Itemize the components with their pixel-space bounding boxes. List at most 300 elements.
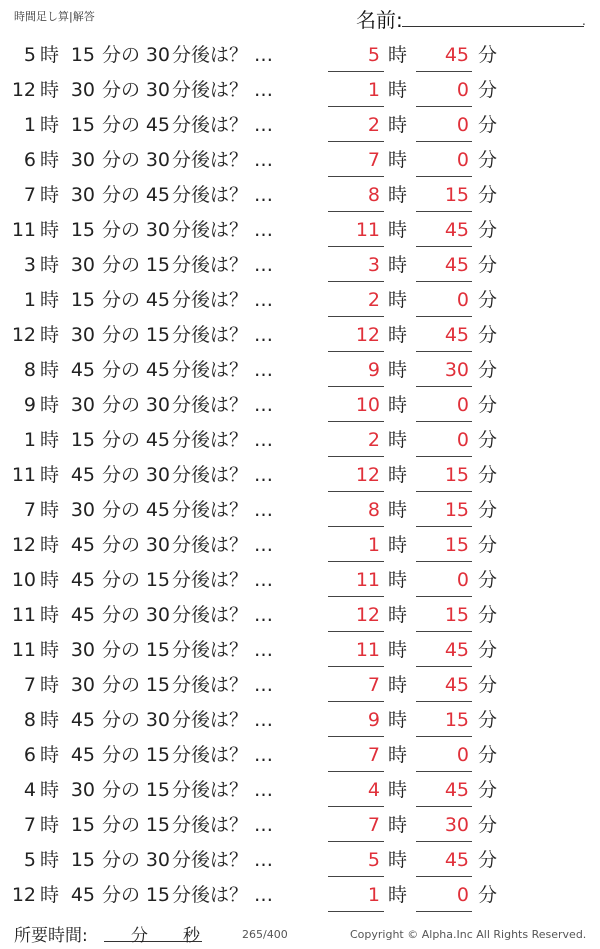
answer-hour-blank[interactable] <box>328 386 384 387</box>
after-label: 分後は？ … <box>172 289 274 311</box>
answer-minute: 0 <box>456 569 469 591</box>
start-hour: 6 <box>23 149 36 171</box>
start-minute: 30 <box>70 499 95 521</box>
answer-minute: 45 <box>444 674 469 696</box>
add-minutes: 15 <box>145 639 170 661</box>
answer-hour-label: 時 <box>388 884 408 906</box>
answer-minute-label: 分 <box>478 429 498 451</box>
min-no-label: 分の <box>102 324 141 346</box>
start-minute: 45 <box>70 604 95 626</box>
add-minutes: 30 <box>145 394 170 416</box>
min-no-label: 分の <box>102 814 141 836</box>
start-minute: 15 <box>70 849 95 871</box>
start-minute: 45 <box>70 464 95 486</box>
answer-minute-blank[interactable] <box>416 666 472 667</box>
after-label: 分後は？ … <box>172 534 274 556</box>
answer-minute: 15 <box>444 499 469 521</box>
answer-minute: 45 <box>444 639 469 661</box>
start-hour: 7 <box>23 674 36 696</box>
answer-hour: 12 <box>355 604 380 626</box>
after-label: 分後は？ … <box>172 324 274 346</box>
hour-label: 時 <box>40 604 60 626</box>
answer-hour-blank[interactable] <box>328 316 384 317</box>
answer-hour: 5 <box>367 44 380 66</box>
hour-label: 時 <box>40 184 60 206</box>
after-label: 分後は？ … <box>172 114 274 136</box>
answer-minute-label: 分 <box>478 534 498 556</box>
problem-row <box>0 668 600 703</box>
add-minutes: 30 <box>145 709 170 731</box>
problem-row <box>0 703 600 738</box>
answer-minute-blank[interactable] <box>416 351 472 352</box>
add-minutes: 15 <box>145 744 170 766</box>
hour-label: 時 <box>40 849 60 871</box>
min-no-label: 分の <box>102 79 141 101</box>
hour-label: 時 <box>40 359 60 381</box>
problem-row <box>0 38 600 73</box>
problem-row <box>0 808 600 843</box>
answer-hour-blank[interactable] <box>328 771 384 772</box>
answer-minute-blank[interactable] <box>416 596 472 597</box>
hour-label: 時 <box>40 709 60 731</box>
answer-minute-blank[interactable] <box>416 211 472 212</box>
start-hour: 11 <box>11 219 36 241</box>
answer-minute-label: 分 <box>478 849 498 871</box>
add-minutes: 30 <box>145 604 170 626</box>
add-minutes: 15 <box>145 674 170 696</box>
min-no-label: 分の <box>102 674 141 696</box>
answer-hour-label: 時 <box>388 849 408 871</box>
min-no-label: 分の <box>102 569 141 591</box>
answer-minute-label: 分 <box>478 149 498 171</box>
after-label: 分後は？ … <box>172 394 274 416</box>
problem-row <box>0 283 600 318</box>
answer-minute-blank[interactable] <box>416 106 472 107</box>
start-hour: 12 <box>11 534 36 556</box>
time-minutes-label: 分 <box>131 926 148 946</box>
answer-minute-label: 分 <box>478 289 498 311</box>
answer-hour: 11 <box>355 639 380 661</box>
answer-minute: 0 <box>456 289 469 311</box>
answer-hour-blank[interactable] <box>328 106 384 107</box>
answer-hour-blank[interactable] <box>328 281 384 282</box>
answer-hour-blank[interactable] <box>328 631 384 632</box>
answer-minute-blank[interactable] <box>416 421 472 422</box>
answer-minute: 0 <box>456 394 469 416</box>
hour-label: 時 <box>40 324 60 346</box>
answer-minute: 45 <box>444 254 469 276</box>
answer-hour-blank[interactable] <box>328 561 384 562</box>
answer-hour-blank[interactable] <box>328 141 384 142</box>
hour-label: 時 <box>40 814 60 836</box>
start-hour: 6 <box>23 744 36 766</box>
hour-label: 時 <box>40 114 60 136</box>
answer-hour-label: 時 <box>388 219 408 241</box>
answer-hour: 7 <box>367 814 380 836</box>
start-hour: 10 <box>11 569 36 591</box>
add-minutes: 30 <box>145 534 170 556</box>
after-label: 分後は？ … <box>172 604 274 626</box>
start-hour: 8 <box>23 359 36 381</box>
start-minute: 30 <box>70 639 95 661</box>
problem-row <box>0 598 600 633</box>
answer-hour-blank[interactable] <box>328 71 384 72</box>
answer-minute-label: 分 <box>478 79 498 101</box>
answer-hour-blank[interactable] <box>328 211 384 212</box>
start-hour: 4 <box>23 779 36 801</box>
min-no-label: 分の <box>102 254 141 276</box>
problem-row <box>0 213 600 248</box>
answer-hour-blank[interactable] <box>328 841 384 842</box>
after-label: 分後は？ … <box>172 779 274 801</box>
after-label: 分後は？ … <box>172 639 274 661</box>
problem-row <box>0 353 600 388</box>
answer-hour-label: 時 <box>388 604 408 626</box>
answer-hour-label: 時 <box>388 464 408 486</box>
answer-hour-blank[interactable] <box>328 421 384 422</box>
start-hour: 9 <box>23 394 36 416</box>
start-hour: 11 <box>11 464 36 486</box>
name-label: 名前: <box>356 8 403 32</box>
problem-row <box>0 143 600 178</box>
answer-hour-blank[interactable] <box>328 491 384 492</box>
answer-minute-blank[interactable] <box>416 491 472 492</box>
after-label: 分後は？ … <box>172 464 274 486</box>
min-no-label: 分の <box>102 639 141 661</box>
after-label: 分後は？ … <box>172 184 274 206</box>
answer-minute: 15 <box>444 709 469 731</box>
answer-minute: 15 <box>444 604 469 626</box>
answer-minute: 15 <box>444 534 469 556</box>
answer-hour: 9 <box>367 709 380 731</box>
start-minute: 15 <box>70 219 95 241</box>
answer-hour-blank[interactable] <box>328 911 384 912</box>
start-minute: 45 <box>70 534 95 556</box>
add-minutes: 15 <box>145 569 170 591</box>
min-no-label: 分の <box>102 289 141 311</box>
add-minutes: 15 <box>145 884 170 906</box>
start-hour: 12 <box>11 79 36 101</box>
answer-hour-blank[interactable] <box>328 351 384 352</box>
problem-row <box>0 878 600 913</box>
answer-minute: 0 <box>456 744 469 766</box>
answer-minute-blank[interactable] <box>416 876 472 877</box>
answer-hour: 10 <box>355 394 380 416</box>
answer-minute: 45 <box>444 849 469 871</box>
problem-row <box>0 528 600 563</box>
answer-minute-blank[interactable] <box>416 526 472 527</box>
answer-minute-blank[interactable] <box>416 281 472 282</box>
start-hour: 7 <box>23 184 36 206</box>
answer-hour-blank[interactable] <box>328 246 384 247</box>
answer-hour-label: 時 <box>388 149 408 171</box>
start-minute: 45 <box>70 884 95 906</box>
after-label: 分後は？ … <box>172 674 274 696</box>
answer-minute-label: 分 <box>478 114 498 136</box>
add-minutes: 45 <box>145 359 170 381</box>
answer-minute-label: 分 <box>478 219 498 241</box>
answer-hour-label: 時 <box>388 114 408 136</box>
answer-minute: 30 <box>444 359 469 381</box>
answer-hour: 9 <box>367 359 380 381</box>
problem-row <box>0 248 600 283</box>
answer-minute-blank[interactable] <box>416 246 472 247</box>
start-minute: 15 <box>70 814 95 836</box>
min-no-label: 分の <box>102 849 141 871</box>
name-end-dot: . <box>582 14 586 28</box>
hour-label: 時 <box>40 779 60 801</box>
min-no-label: 分の <box>102 219 141 241</box>
answer-hour-blank[interactable] <box>328 666 384 667</box>
answer-hour-blank[interactable] <box>328 456 384 457</box>
add-minutes: 30 <box>145 149 170 171</box>
answer-hour: 1 <box>367 79 380 101</box>
min-no-label: 分の <box>102 184 141 206</box>
hour-label: 時 <box>40 744 60 766</box>
min-no-label: 分の <box>102 604 141 626</box>
answer-hour-label: 時 <box>388 639 408 661</box>
add-minutes: 30 <box>145 464 170 486</box>
answer-hour-blank[interactable] <box>328 701 384 702</box>
answer-minute-blank[interactable] <box>416 841 472 842</box>
answer-minute-label: 分 <box>478 254 498 276</box>
add-minutes: 45 <box>145 499 170 521</box>
answer-minute-blank[interactable] <box>416 456 472 457</box>
start-hour: 7 <box>23 499 36 521</box>
add-minutes: 30 <box>145 849 170 871</box>
answer-minute: 0 <box>456 429 469 451</box>
start-minute: 30 <box>70 184 95 206</box>
answer-minute-label: 分 <box>478 464 498 486</box>
answer-minute-blank[interactable] <box>416 701 472 702</box>
answer-hour-blank[interactable] <box>328 596 384 597</box>
min-no-label: 分の <box>102 394 141 416</box>
start-hour: 5 <box>23 44 36 66</box>
answer-minute-blank[interactable] <box>416 561 472 562</box>
start-hour: 12 <box>11 884 36 906</box>
add-minutes: 45 <box>145 429 170 451</box>
min-no-label: 分の <box>102 464 141 486</box>
after-label: 分後は？ … <box>172 569 274 591</box>
add-minutes: 30 <box>145 79 170 101</box>
answer-minute: 45 <box>444 324 469 346</box>
start-hour: 7 <box>23 814 36 836</box>
add-minutes: 45 <box>145 114 170 136</box>
answer-hour-label: 時 <box>388 814 408 836</box>
answer-minute: 0 <box>456 149 469 171</box>
problem-row <box>0 73 600 108</box>
answer-hour-label: 時 <box>388 254 408 276</box>
add-minutes: 15 <box>145 779 170 801</box>
answer-minute-blank[interactable] <box>416 71 472 72</box>
answer-hour: 5 <box>367 849 380 871</box>
hour-label: 時 <box>40 44 60 66</box>
answer-minute-label: 分 <box>478 604 498 626</box>
answer-hour-blank[interactable] <box>328 806 384 807</box>
answer-hour: 2 <box>367 289 380 311</box>
answer-hour: 11 <box>355 219 380 241</box>
hour-label: 時 <box>40 254 60 276</box>
answer-minute-label: 分 <box>478 674 498 696</box>
start-minute: 15 <box>70 114 95 136</box>
after-label: 分後は？ … <box>172 149 274 171</box>
start-minute: 30 <box>70 254 95 276</box>
answer-minute: 45 <box>444 779 469 801</box>
after-label: 分後は？ … <box>172 359 274 381</box>
min-no-label: 分の <box>102 429 141 451</box>
answer-hour: 4 <box>367 779 380 801</box>
min-no-label: 分の <box>102 499 141 521</box>
start-minute: 30 <box>70 79 95 101</box>
answer-minute-label: 分 <box>478 324 498 346</box>
problem-row <box>0 773 600 808</box>
start-minute: 15 <box>70 289 95 311</box>
after-label: 分後は？ … <box>172 79 274 101</box>
problem-row <box>0 388 600 423</box>
hour-label: 時 <box>40 394 60 416</box>
problem-row <box>0 423 600 458</box>
answer-minute-label: 分 <box>478 709 498 731</box>
answer-minute: 15 <box>444 464 469 486</box>
add-minutes: 15 <box>145 324 170 346</box>
answer-minute-label: 分 <box>478 44 498 66</box>
answer-hour: 1 <box>367 534 380 556</box>
answer-minute: 45 <box>444 44 469 66</box>
answer-hour: 1 <box>367 884 380 906</box>
answer-hour-label: 時 <box>388 569 408 591</box>
answer-minute-blank[interactable] <box>416 736 472 737</box>
answer-minute-blank[interactable] <box>416 806 472 807</box>
answer-minute-blank[interactable] <box>416 911 472 912</box>
answer-minute-label: 分 <box>478 814 498 836</box>
answer-minute-blank[interactable] <box>416 771 472 772</box>
start-hour: 5 <box>23 849 36 871</box>
answer-hour-label: 時 <box>388 289 408 311</box>
hour-label: 時 <box>40 674 60 696</box>
start-minute: 30 <box>70 394 95 416</box>
answer-hour-label: 時 <box>388 324 408 346</box>
answer-minute: 0 <box>456 114 469 136</box>
start-minute: 30 <box>70 674 95 696</box>
answer-minute: 0 <box>456 79 469 101</box>
after-label: 分後は？ … <box>172 254 274 276</box>
hour-label: 時 <box>40 884 60 906</box>
answer-hour-blank[interactable] <box>328 736 384 737</box>
add-minutes: 45 <box>145 289 170 311</box>
after-label: 分後は？ … <box>172 429 274 451</box>
time-seconds-label: 秒 <box>183 926 200 946</box>
answer-hour-label: 時 <box>388 79 408 101</box>
after-label: 分後は？ … <box>172 814 274 836</box>
start-minute: 30 <box>70 779 95 801</box>
answer-minute-blank[interactable] <box>416 386 472 387</box>
answer-hour-label: 時 <box>388 499 408 521</box>
problem-list <box>0 38 600 913</box>
min-no-label: 分の <box>102 744 141 766</box>
after-label: 分後は？ … <box>172 884 274 906</box>
answer-hour-blank[interactable] <box>328 876 384 877</box>
answer-hour: 7 <box>367 744 380 766</box>
after-label: 分後は？ … <box>172 219 274 241</box>
answer-minute: 0 <box>456 884 469 906</box>
answer-hour: 12 <box>355 324 380 346</box>
answer-minute-label: 分 <box>478 499 498 521</box>
after-label: 分後は？ … <box>172 849 274 871</box>
answer-hour-blank[interactable] <box>328 176 384 177</box>
answer-minute: 30 <box>444 814 469 836</box>
min-no-label: 分の <box>102 779 141 801</box>
answer-hour-label: 時 <box>388 394 408 416</box>
start-hour: 3 <box>23 254 36 276</box>
problem-row <box>0 108 600 143</box>
start-minute: 30 <box>70 324 95 346</box>
answer-hour: 11 <box>355 569 380 591</box>
start-hour: 11 <box>11 604 36 626</box>
add-minutes: 30 <box>145 219 170 241</box>
answer-minute-blank[interactable] <box>416 631 472 632</box>
answer-hour-label: 時 <box>388 779 408 801</box>
answer-hour-blank[interactable] <box>328 526 384 527</box>
answer-minute-blank[interactable] <box>416 176 472 177</box>
copyright-notice: Copyright © Alpha.Inc All Rights Reserved. <box>350 928 587 941</box>
hour-label: 時 <box>40 429 60 451</box>
hour-label: 時 <box>40 639 60 661</box>
problem-row <box>0 738 600 773</box>
answer-hour-label: 時 <box>388 709 408 731</box>
answer-hour: 2 <box>367 429 380 451</box>
min-no-label: 分の <box>102 149 141 171</box>
hour-label: 時 <box>40 289 60 311</box>
start-hour: 1 <box>23 289 36 311</box>
answer-hour-label: 時 <box>388 744 408 766</box>
problem-row <box>0 493 600 528</box>
worksheet-title: 時間足し算|解答 <box>14 10 95 23</box>
hour-label: 時 <box>40 79 60 101</box>
name-field[interactable] <box>402 26 584 27</box>
start-minute: 45 <box>70 709 95 731</box>
time-taken-label: 所要時間: <box>14 926 88 946</box>
answer-minute-label: 分 <box>478 744 498 766</box>
after-label: 分後は？ … <box>172 744 274 766</box>
answer-hour-label: 時 <box>388 359 408 381</box>
problem-row <box>0 843 600 878</box>
add-minutes: 15 <box>145 254 170 276</box>
answer-minute-blank[interactable] <box>416 141 472 142</box>
add-minutes: 30 <box>145 44 170 66</box>
hour-label: 時 <box>40 534 60 556</box>
answer-hour: 12 <box>355 464 380 486</box>
hour-label: 時 <box>40 569 60 591</box>
answer-minute-label: 分 <box>478 184 498 206</box>
add-minutes: 15 <box>145 814 170 836</box>
hour-label: 時 <box>40 219 60 241</box>
start-hour: 8 <box>23 709 36 731</box>
answer-minute-blank[interactable] <box>416 316 472 317</box>
after-label: 分後は？ … <box>172 709 274 731</box>
answer-minute-label: 分 <box>478 639 498 661</box>
problem-row <box>0 178 600 213</box>
after-label: 分後は？ … <box>172 44 274 66</box>
answer-hour-label: 時 <box>388 429 408 451</box>
answer-minute-label: 分 <box>478 779 498 801</box>
answer-hour-label: 時 <box>388 184 408 206</box>
answer-hour: 8 <box>367 184 380 206</box>
hour-label: 時 <box>40 499 60 521</box>
hour-label: 時 <box>40 464 60 486</box>
answer-minute-label: 分 <box>478 359 498 381</box>
answer-hour-label: 時 <box>388 44 408 66</box>
after-label: 分後は？ … <box>172 499 274 521</box>
